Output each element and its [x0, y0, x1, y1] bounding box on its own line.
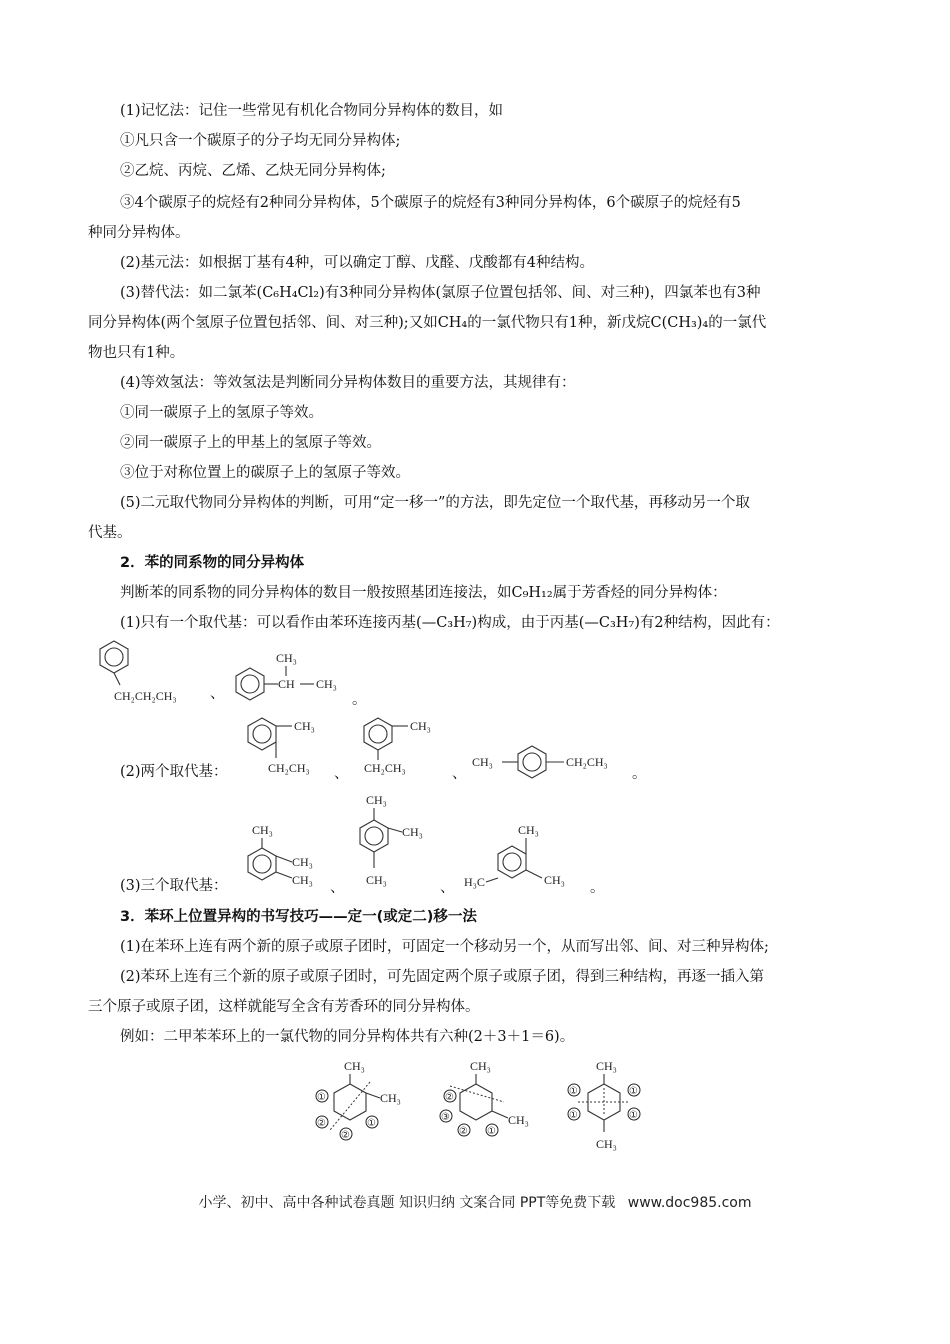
- period-mark: 。: [590, 880, 605, 896]
- svg-text:②: ②: [341, 1130, 350, 1141]
- structure-135-trimethylbenzene: [462, 820, 592, 895]
- svg-text:CH₂CH₃: CH₂CH₃: [566, 755, 608, 769]
- para-fix-one-move-one-cont: 代基。: [88, 525, 132, 541]
- separator-dun: 、: [334, 766, 349, 782]
- structure-propylbenzene: [86, 638, 206, 708]
- page-footer: [0, 1192, 950, 1212]
- para-eq-rule-1: ①同一碳原子上的氢原子等效。: [120, 405, 323, 421]
- section-heading-3: 3．苯环上位置异构的书写技巧——定一(或定二)移一法: [120, 909, 477, 925]
- svg-text:①: ①: [629, 1086, 638, 1097]
- svg-text:①: ①: [629, 1110, 638, 1121]
- structure-p-xylene-positions: [556, 1058, 676, 1158]
- svg-text:CH₃: CH₃: [470, 1059, 491, 1073]
- svg-text:①: ①: [569, 1110, 578, 1121]
- separator-dun: 、: [330, 880, 345, 896]
- ch3-top-label: CH₃: [276, 651, 297, 665]
- svg-text:H₃C: H₃C: [464, 875, 485, 889]
- svg-text:②: ②: [445, 1092, 454, 1103]
- svg-text:CH₃: CH₃: [402, 825, 423, 839]
- para-three-groups: (2)苯环上连有三个新的原子或原子团时，可先固定两个原子或原子团，得到三种结构，再逐一插入第: [120, 969, 765, 985]
- separator-dun: 、: [210, 686, 225, 702]
- footer-link[interactable]: www.doc985.com: [627, 1195, 752, 1211]
- para-group-connection: 判断苯的同系物的同分异构体的数目一般按照基团连接法，如C₉H₁₂属于芳香烃的同分异构体：: [120, 585, 727, 601]
- para-rule-1: ①凡只含一个碳原子的分子均无同分异构体;: [120, 133, 401, 149]
- svg-text:CH₃: CH₃: [596, 1059, 617, 1073]
- svg-text:CH₃: CH₃: [508, 1113, 529, 1127]
- structure-123-trimethylbenzene: [240, 820, 340, 895]
- structure-m-ethyltoluene: [356, 712, 466, 782]
- footer-text: 小学、初中、高中各种试卷真题 知识归纳 文案合同 PPT等免费下载: [198, 1195, 616, 1211]
- structure-o-xylene-positions: [300, 1058, 420, 1158]
- svg-text:CH₃: CH₃: [366, 793, 387, 807]
- svg-text:①: ①: [487, 1126, 496, 1137]
- svg-text:CH₃: CH₃: [294, 719, 315, 733]
- svg-text:③: ③: [441, 1112, 450, 1123]
- svg-text:CH₃: CH₃: [292, 855, 313, 869]
- label-two-substituents: (2)两个取代基：: [120, 764, 228, 780]
- para-rule-2: ②乙烷、丙烷、乙烯、乙炔无同分异构体;: [120, 163, 386, 179]
- svg-text:CH₃: CH₃: [596, 1137, 617, 1151]
- svg-text:CH₃: CH₃: [544, 873, 565, 887]
- para-memory-method: (1)记忆法：记住一些常见有机化合物同分异构体的数目，如: [120, 103, 504, 119]
- separator-dun: 、: [440, 880, 455, 896]
- structure-p-ethyltoluene: [470, 738, 640, 784]
- para-substitution-method: (3)替代法：如二氯苯(C₆H₄Cl₂)有3种同分异构体(氯原子位置包括邻、间、对三种)，四氯苯也有3种: [120, 285, 761, 301]
- svg-text:①: ①: [367, 1118, 376, 1129]
- svg-text:CH₃: CH₃: [380, 1091, 401, 1105]
- propyl-label: CH₂CH₂CH₃: [114, 689, 177, 703]
- para-eq-rule-3: ③位于对称位置上的碳原子上的氢原子等效。: [120, 465, 410, 481]
- structure-m-xylene-positions: [432, 1058, 552, 1158]
- para-rule-3-cont: 种同分异构体。: [88, 225, 190, 241]
- structure-124-trimethylbenzene: [348, 792, 448, 892]
- para-one-substituent: (1)只有一个取代基：可以看作由苯环连接丙基(—C₃H₇)构成，由于丙基(—C₃H₇)有2种结构，因此有：: [120, 615, 780, 631]
- label-three-substituents: (3)三个取代基：: [120, 878, 228, 894]
- svg-text:CH₃: CH₃: [472, 755, 493, 769]
- para-three-groups-cont: 三个原子或原子团，这样就能写全含有芳香环的同分异构体。: [88, 999, 480, 1015]
- para-radical-method: (2)基元法：如根据丁基有4种，可以确定丁醇、戊醛、戊酸都有4种结构。: [120, 255, 594, 271]
- svg-text:①: ①: [317, 1092, 326, 1103]
- svg-text:②: ②: [459, 1126, 468, 1137]
- svg-text:CH₃: CH₃: [366, 873, 387, 887]
- svg-text:CH₃: CH₃: [410, 719, 431, 733]
- svg-text:CH₂CH₃: CH₂CH₃: [268, 761, 310, 775]
- para-substitution-method-cont2: 物也只有1种。: [88, 345, 185, 361]
- para-fix-one-move-one: (5)二元取代物同分异构体的判断，可用“定一移一”的方法，即先定位一个取代基，再移动另一个取: [120, 495, 750, 511]
- svg-text:CH₃: CH₃: [344, 1059, 365, 1073]
- separator-dun: 、: [452, 766, 467, 782]
- structure-isopropylbenzene: [230, 650, 370, 710]
- svg-text:CH₃: CH₃: [518, 823, 539, 837]
- ch-label: CH: [278, 677, 295, 691]
- para-two-groups: (1)在苯环上连有两个新的原子或原子团时，可固定一个移动另一个，从而写出邻、间、对三种异构体;: [120, 939, 769, 955]
- period-mark: 。: [352, 692, 367, 708]
- svg-text:①: ①: [569, 1086, 578, 1097]
- svg-text:CH₂CH₃: CH₂CH₃: [364, 761, 406, 775]
- svg-text:CH₃: CH₃: [252, 823, 273, 837]
- para-equivalent-h: (4)等效氢法：等效氢法是判断同分异构体数目的重要方法，其规律有：: [120, 375, 576, 391]
- svg-text:CH₃: CH₃: [292, 873, 313, 887]
- para-substitution-method-cont1: 同分异构体(两个氢原子位置包括邻、间、对三种);又如CH₄的一氯代物只有1种，新戊烷C(CH₃)₄的一氯代: [88, 315, 767, 331]
- ch3-right-label: CH₃: [316, 677, 337, 691]
- section-heading-2: 2．苯的同系物的同分异构体: [120, 555, 305, 571]
- para-example: 例如：二甲苯苯环上的一氯代物的同分异构体共有六种(2＋3＋1＝6)。: [120, 1029, 575, 1045]
- svg-text:②: ②: [317, 1118, 326, 1129]
- period-mark: 。: [632, 766, 647, 782]
- para-eq-rule-2: ②同一碳原子上的甲基上的氢原子等效。: [120, 435, 381, 451]
- para-rule-3: ③4个碳原子的烷烃有2种同分异构体，5个碳原子的烷烃有3种同分异构体，6个碳原子的烷烃有5: [120, 195, 741, 211]
